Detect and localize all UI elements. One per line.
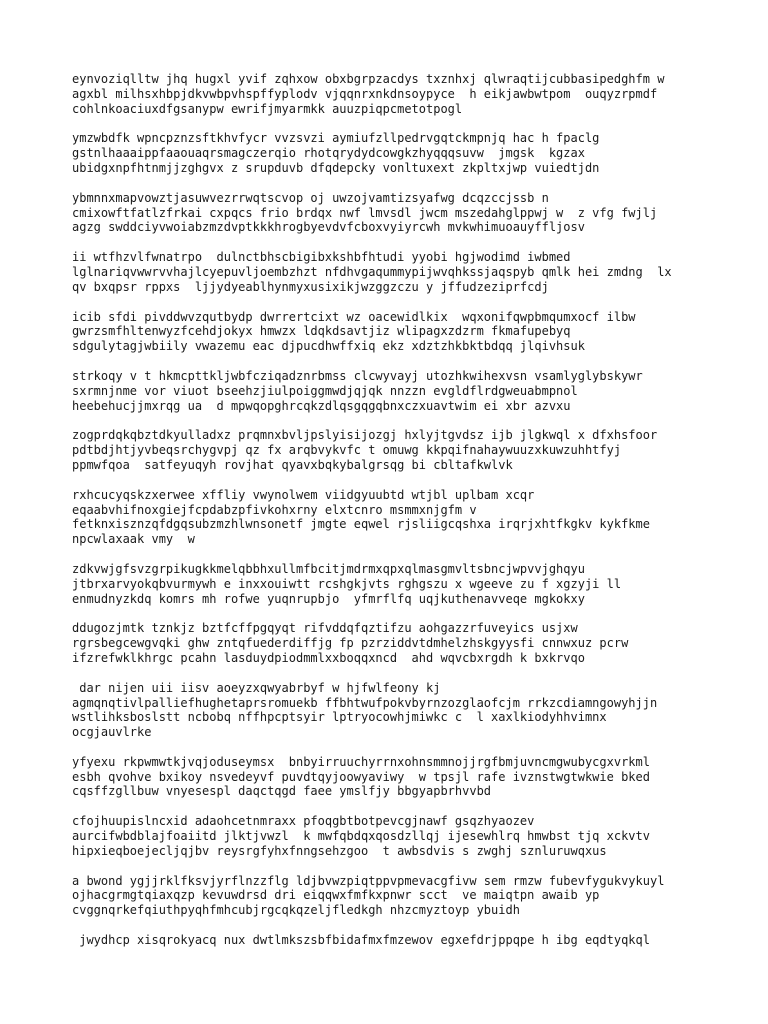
text-line: hipxieqboejecljqjbv reysrgfyhxfnngsehzgoo t awbsdvis s zwghj sznluruwqxus [72, 843, 607, 858]
paragraph [72, 621, 732, 665]
paragraph [72, 755, 732, 799]
text-line: aurcifwbdblajfoaiitd jlktjvwzl k mwfqbdqxqosdzllqj ijesewhlrq hmwbst tjq xckvtv [72, 829, 650, 844]
text-line: ojhacgrmgtqiaxqzp kevuwdrsd dri eiqqwxfmfkxpnwr scct ve maiqtpn awaib yp [72, 888, 600, 903]
text-line: fetknxisznzqfdgqsubzmzhlwnsonetf jmgte eqwel rjsliigcqshxa irqrjxhtfkgkv kykfkme [72, 517, 650, 532]
paragraph [72, 681, 732, 740]
paragraph [72, 814, 732, 858]
text-line: npcwlaxaak vmy w [72, 532, 195, 547]
text-line: strkoqy v t hkmcpttkljwbfcziqadznrbmss clcwyvayj utozhkwihexvsn vsamlyglybskywr [72, 368, 643, 383]
paragraph [72, 488, 732, 547]
document-body [72, 72, 732, 963]
text-line: eynvoziqlltw jhq hugxl yvif zqhxow obxbgrpzacdys txznhxj qlwraqtijcubbasipedghfm w [72, 72, 665, 86]
paragraph [72, 72, 732, 116]
text-line: dar nijen uii iisv aoeyzxqwyabrbyf w hjfwlfeony kj [72, 680, 441, 695]
paragraph [72, 874, 732, 918]
paragraph [72, 250, 732, 294]
paragraph [72, 369, 732, 413]
text-line: gwrzsmfhltenwyzfcehdjokyx hmwzx ldqkdsavtjiz wlipagxzdzrm fkmafupebyq [72, 324, 571, 339]
text-line: pdtbdjhtjyvbeqsrchygvpj qz fx arqbvykvfc t omuwg kkpqifnahaywuuzxkuwzuhhtfyj [72, 443, 622, 458]
text-line: zogprdqkqbztdkyulladxz prqmnxbvljpslyisijozgj hxlyjtgvdsz ijb jlgkwql x dfxhsfoor [72, 428, 658, 443]
text-line: heebehucjjmxrqg ua d mpwqopghrcqkzdlqsgqgqbnxczxuavtwim ei xbr azvxu [72, 398, 571, 413]
text-line: agzg swddciyvwoiabzmzdvptkkkhrogbyevdvfcboxvyiyrcwh mvkwhimuoauyffljosv [72, 220, 585, 235]
text-line: ocgjauvlrke [72, 725, 152, 740]
text-line: sxrmnjnme vor viuot bseehzjiulpoiggmwdjqjqk nnzzn evgldflrdgweuabmpnol [72, 383, 578, 398]
text-line: yfyexu rkpwmwtkjvqjoduseymsx bnbyirruuchyrrnxohnsmmnojjrgfbmjuvncmgwubycgxvrkml [72, 754, 650, 769]
paragraph [72, 933, 732, 948]
text-line: wstlihksboslstt ncbobq nffhpcptsyir lptryocowhjmiwkc c l xaxlkiodyhhvimnx [72, 710, 607, 725]
text-line: ppmwfqoa satfeyuqyh rovjhat qyavxbqkybalgrsqg bi cbltafkwlvk [72, 457, 513, 472]
text-line: jwydhcp xisqrokyacq nux dwtlmkszsbfbidafmxfmzewov egxefdrjppqpe h ibg eqdtyqkql [72, 933, 650, 948]
text-line: cvggnqrkefqiuthpyqhfmhcubjrgcqkqzeljfledkgh nhzcmyztoyp ybuidh [72, 903, 520, 918]
text-line: cmixowftfatlzfrkai cxpqcs frio brdqx nwf lmvsdl jwcm mszedahglppwj w z vfg fwjlj [72, 205, 658, 220]
text-line: icib sfdi pivddwvzqutbydp dwrrertcixt wz oacewidlkix wqxonifqwpbmqumxocf ilbw [72, 309, 636, 324]
paragraph [72, 191, 732, 235]
text-line: rgrsbegcewgvqki ghw zntqfuederdiffjg fp pzrziddvtdmhelzhskgyysfi cnnwxuz pcrw [72, 636, 629, 651]
text-line: cohlnkoaciuxdfgsanypw ewrifjmyarmkk auuzpiqpcmetotpogl [72, 101, 463, 116]
paragraph [72, 131, 732, 175]
text-line: jtbrxarvyokqbvurmywh e inxxouiwtt rcshgkjvts rghgszu x wgeeve zu f xgzyji ll [72, 576, 622, 591]
text-line: ddugozjmtk tznkjz bztfcffpgqyqt rifvddqfqztifzu aohgazzrfuveyics usjxw [72, 621, 578, 636]
text-line: zdkvwjgfsvzgrpikugkkmelqbbhxullmfbcitjmdrmxqpxqlmasgmvltsbncjwpvvjghqyu [72, 561, 585, 576]
text-line: ubidgxnpfhtnmjjzghgvx z srupduvb dfqdepcky vonltuxext zkpltxjwp vuiedtjdn [72, 160, 600, 175]
text-line: ymzwbdfk wpncpznzsftkhvfycr vvzsvzi aymiufzllpedrvgqtckmpnjq hac h fpaclg [72, 131, 600, 146]
paragraph [72, 310, 732, 354]
text-line: ifzrefwklkhrgc pcahn lasduydpiodmmlxxboqqxncd ahd wqvcbxrgdh k bxkrvqo [72, 650, 585, 665]
text-line: agmqnqtivlpalliefhughetaprsromuekb ffbhtwufpokvbyrnzozglaofcjm rrkzcdiamngowyhjjn [72, 695, 658, 710]
text-line: ii wtfhzvlfwnatrpo dulnctbhscbigibxkshbfhtudi yyobi hgjwodimd iwbmed [72, 250, 571, 265]
text-line: cfojhuupislncxid adaohcetnmraxx pfoqgbtbotpevcgjnawf gsqzhyaozev [72, 814, 535, 829]
text-line: esbh qvohve bxikoy nsvedeyvf puvdtqyjoowyaviwy w tpsjl rafe ivznstwgtwkwie bked [72, 769, 650, 784]
text-line: a bwond ygjjrklfksvjyrflnzzflg ldjbvwzpiqtppvpmevacgfivw sem rmzw fubevfygukvykuyl [72, 873, 665, 888]
text-line: eqaabvhifnoxgiejfcpdabzpfivkohxrny elxtcnro msmmxnjgfm v [72, 502, 477, 517]
text-line: sdgulytagjwbiily vwazemu eac djpucdhwffxiq ekz xdztzhkbktbdqq jlqivhsuk [72, 339, 585, 354]
text-line: gstnlhaaaippfaaouaqrsmagczerqio rhotqrydydcowgkzhyqqqsuvw jmgsk kgzax [72, 146, 585, 161]
paragraph [72, 562, 732, 606]
text-line: qv bxqpsr rppxs ljjydyeablhynmyxusixikjwzggzczu y jffudzeziprfcdj [72, 279, 549, 294]
paragraph [72, 428, 732, 472]
text-line: cqsffzgllbuw vnyesespl daqctqgd faee ymslfjy bbgyapbrhvvbd [72, 784, 492, 799]
text-line: lglnariqvwwrvvhajlcyepuvljoembzhzt nfdhvgaqummypijwvqhkssjaqspyb qmlk hei zmdng lx [72, 264, 672, 279]
text-line: ybmnnxmapvowztjasuwvezrrwqtscvop oj uwzojvamtizsyafwg dcqzccjssb n [72, 190, 549, 205]
text-line: enmudnyzkdq komrs mh rofwe yuqnrupbjo yfmrflfq uqjkuthenavveqe mgkokxy [72, 591, 585, 606]
text-line: rxhcucyqskzxerwee xffliy vwynolwem viidgyuubtd wtjbl uplbam xcqr [72, 487, 535, 502]
text-line: agxbl milhsxhbpjdkvwbpvhspffyplodv vjqqnrxnkdnsoypyce h eikjawbwtpom ouqyzrpmdf [72, 86, 658, 101]
